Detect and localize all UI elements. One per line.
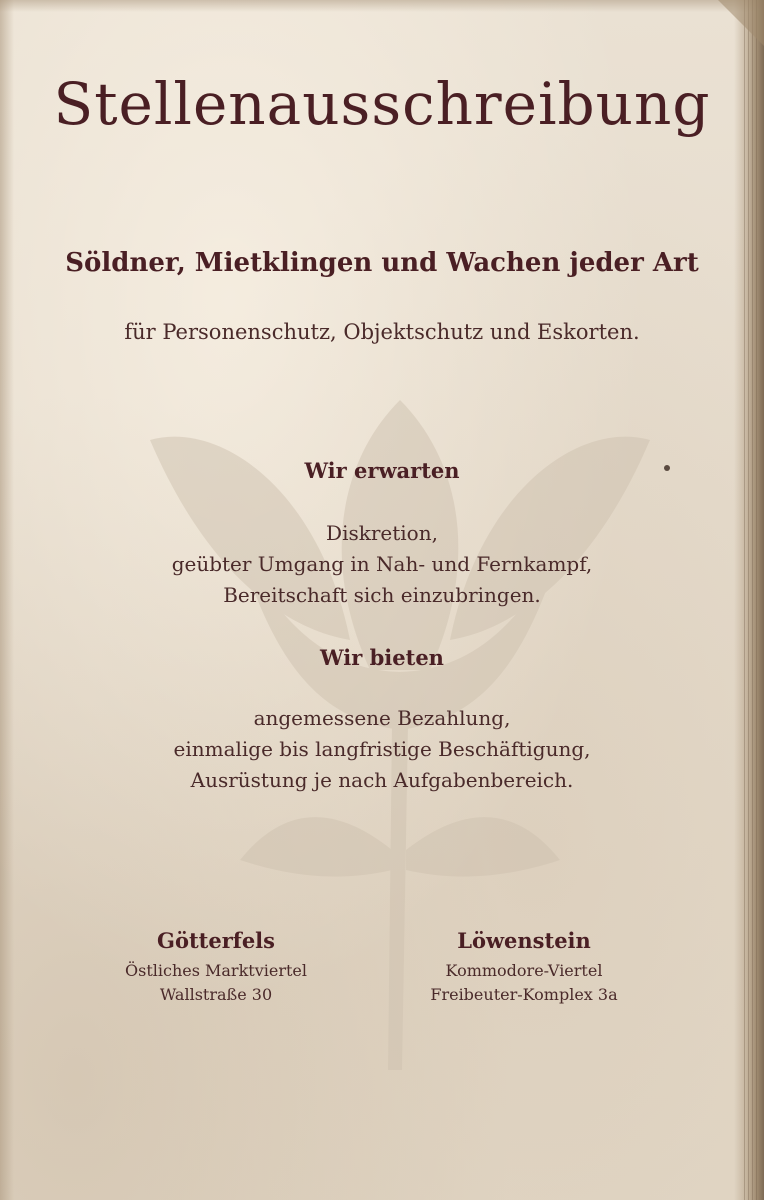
expectation-item: geübter Umgang in Nah- und Fernkampf,	[171, 552, 593, 576]
expectations-list	[0, 518, 764, 611]
expectation-item: Diskretion,	[326, 521, 438, 545]
location-address: Freibeuter-Komplex 3a	[430, 985, 618, 1004]
expectations-heading: Wir erwarten	[304, 458, 460, 483]
posting-subtitle: Söldner, Mietklingen und Wachen jeder Art	[65, 248, 699, 278]
expectation-item: Bereitschaft sich einzubringen.	[223, 583, 541, 607]
offer-item: angemessene Bezahlung,	[253, 706, 511, 730]
page-title: Stellenausschreibung	[53, 70, 711, 138]
location-name: Löwenstein	[457, 928, 591, 953]
offers-list	[0, 703, 764, 796]
offer-item: Ausrüstung je nach Aufgabenbereich.	[190, 768, 574, 792]
location-goetterfels	[66, 928, 366, 1007]
offers-heading: Wir bieten	[320, 645, 444, 670]
location-name: Götterfels	[157, 928, 275, 953]
location-district: Kommodore-Viertel	[445, 961, 603, 980]
location-address: Wallstraße 30	[159, 985, 273, 1004]
location-district: Östliches Marktviertel	[124, 961, 307, 980]
location-loewenstein	[374, 928, 674, 1007]
posting-purpose: für Personenschutz, Objektschutz und Eskorten.	[124, 320, 640, 344]
offer-item: einmalige bis langfristige Beschäftigung,	[173, 737, 591, 761]
